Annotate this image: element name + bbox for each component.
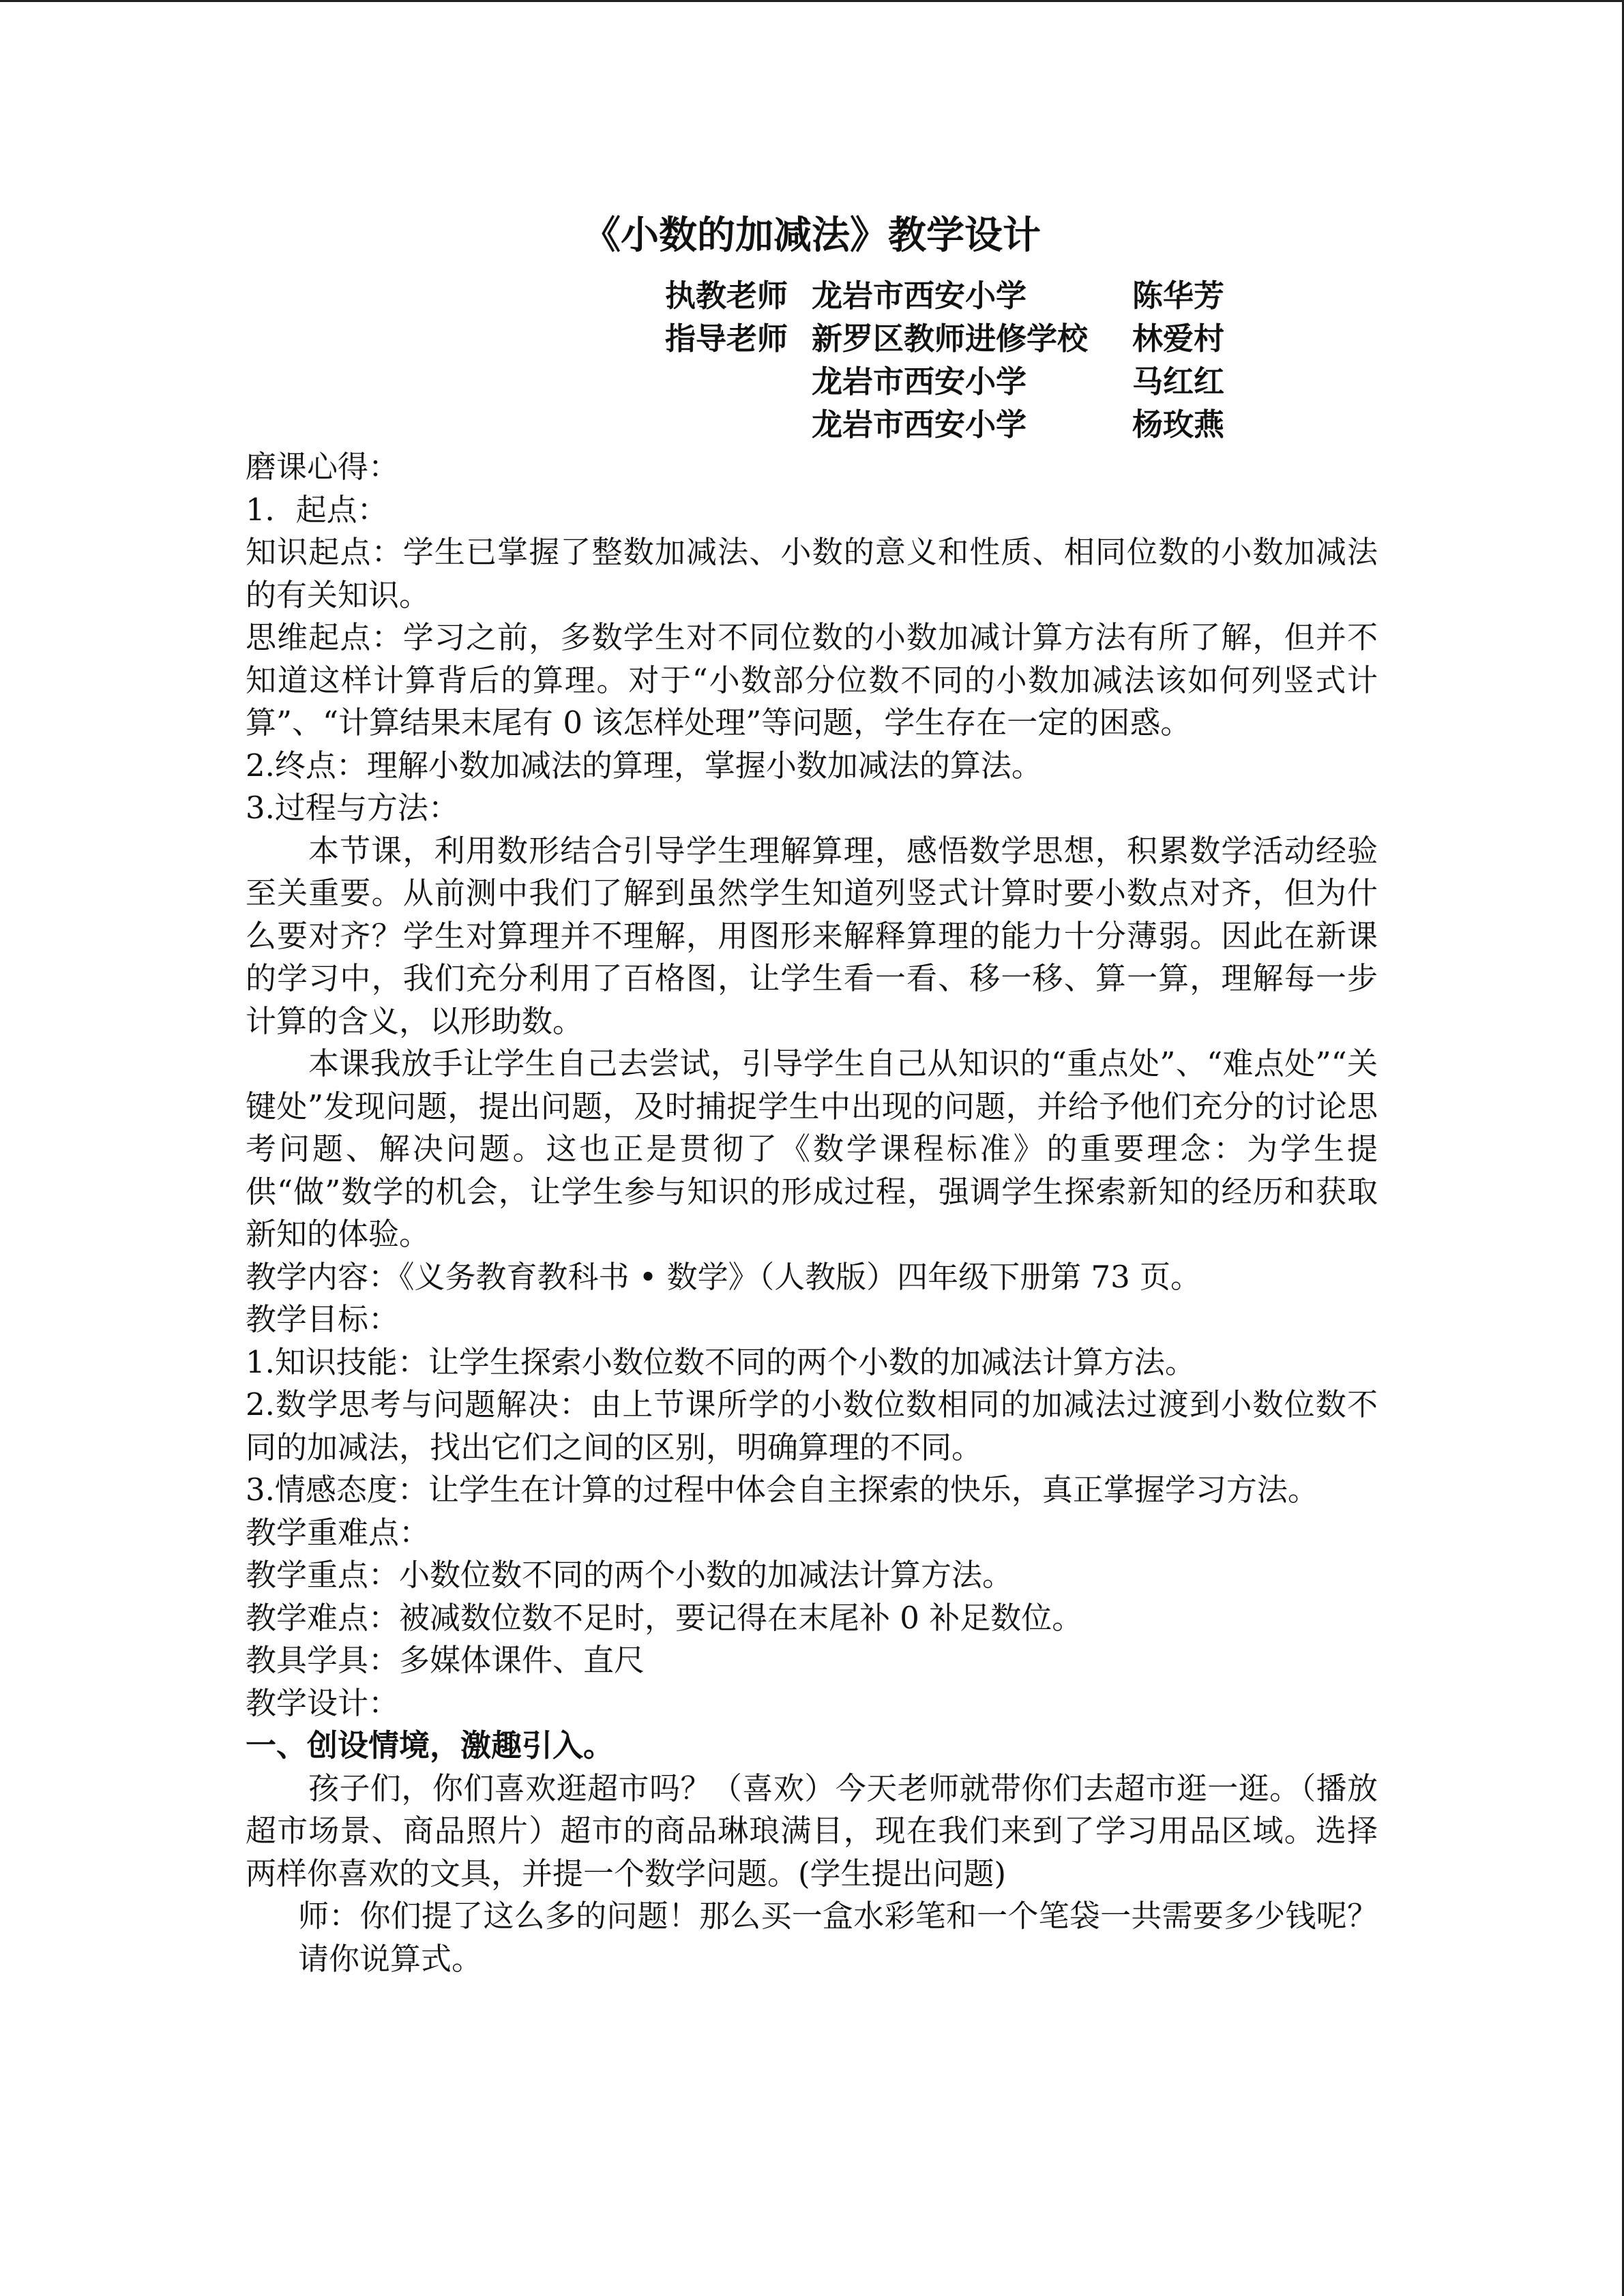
- author-institution: 龙岩市西安小学: [812, 363, 1027, 400]
- teaching-content-line: 教学内容：《义务教育教科书 • 数学》（人教版）四年级下册第 73 页。: [246, 1258, 1202, 1295]
- process-heading: 3.过程与方法：: [246, 790, 459, 826]
- key-point-line: 教学重点：小数位数不同的两个小数的加减法计算方法。: [246, 1557, 1014, 1593]
- section-1-heading: 一、创设情境，激趣引入。: [246, 1727, 615, 1763]
- goal-item-3: 3.情感态度：让学生在计算的过程中体会自主探索的快乐，真正掌握学习方法。: [246, 1472, 1318, 1508]
- author-row: [246, 403, 1378, 446]
- process-paragraph-2: 本课我放手让学生自己去尝试，引导学生自己从知识的“重点处”、“难点处”“关键处”发现问题，提出问题，及时捕捉学生中出现的问题，并给予他们充分的讨论思考问题、解决问题。这也正是贯彻了《数学课程标准》的重要理念：为学生提供“做”数学的机会，让学生参与知识的形成过程，强调学生探索新知的经历和获取新知的体验。: [246, 1045, 1378, 1252]
- author-institution: 龙岩市西安小学: [812, 406, 1027, 443]
- reflection-heading: 磨课心得：: [246, 449, 400, 485]
- document-title: 《小数的加减法》教学设计: [582, 213, 1041, 258]
- goals-heading: 教学目标：: [246, 1301, 400, 1337]
- author-name: 林爱村: [1132, 320, 1225, 357]
- end-point-line: 2.终点：理解小数加减法的算理，掌握小数加减法的算法。: [246, 747, 1042, 784]
- author-institution: 龙岩市西安小学: [812, 278, 1027, 314]
- tools-line: 教具学具：多媒体课件、直尺: [246, 1642, 645, 1678]
- thinking-start-paragraph: 思维起点：学习之前，多数学生对不同位数的小数加减计算方法有所了解，但并不知道这样计算背后的算理。对于“小数部分位数不同的小数加减法该如何列竖式计算”、“计算结果末尾有 0 该怎样处理”等问题，学生存在一定的困惑。: [246, 619, 1378, 741]
- start-heading: 1．起点：: [246, 491, 388, 528]
- difficult-point-line: 教学难点：被减数位数不足时，要记得在末尾补 0 补足数位。: [246, 1599, 1083, 1636]
- section-1-paragraph-1: 孩子们，你们喜欢逛超市吗？（喜欢）今天老师就带你们去超市逛一逛。（播放超市场景、商品照片）超市的商品琳琅满目，现在我们来到了学习用品区域。选择两样你喜欢的文具，并提一个数学问题。(学生提出问题): [246, 1770, 1378, 1892]
- author-row: [246, 360, 1378, 403]
- design-heading: 教学设计：: [246, 1684, 400, 1721]
- page-top-border: [0, 0, 1624, 2]
- author-name: 杨玫燕: [1132, 406, 1225, 443]
- author-row: [246, 274, 1378, 317]
- author-block: [246, 274, 1378, 446]
- key-points-heading: 教学重难点：: [246, 1514, 430, 1551]
- author-institution: 新罗区教师进修学校: [812, 320, 1089, 357]
- process-paragraph-1: 本节课，利用数形结合引导学生理解算理，感悟数学思想，积累数学活动经验至关重要。从前测中我们了解到虽然学生知道列竖式计算时要小数点对齐，但为什么要对齐？学生对算理并不理解，用图形来解释算理的能力十分薄弱。因此在新课的学习中，我们充分利用了百格图，让学生看一看、移一移、算一算，理解每一步计算的含义，以形助数。: [246, 832, 1378, 1039]
- goal-item-2: 2.数学思考与问题解决：由上节课所学的小数位数相同的加减法过渡到小数位数不同的加减法，找出它们之间的区别，明确算理的不同。: [246, 1386, 1378, 1465]
- document-content: [246, 205, 1378, 1980]
- section-1-paragraph-2: 师：你们提了这么多的问题！那么买一盒水彩笔和一个笔袋一共需要多少钱呢？请你说算式。: [298, 1898, 1378, 1977]
- goal-item-1: 1.知识技能：让学生探索小数位数不同的两个小数的加减法计算方法。: [246, 1343, 1196, 1380]
- author-name: 马红红: [1132, 363, 1225, 400]
- author-role: 指导老师: [665, 320, 788, 357]
- author-role: 执教老师: [665, 278, 788, 314]
- author-row: [246, 317, 1378, 360]
- knowledge-start-paragraph: 知识起点：学生已掌握了整数加减法、小数的意义和性质、相同位数的小数加减法的有关知识。: [246, 534, 1378, 613]
- author-name: 陈华芳: [1132, 278, 1225, 314]
